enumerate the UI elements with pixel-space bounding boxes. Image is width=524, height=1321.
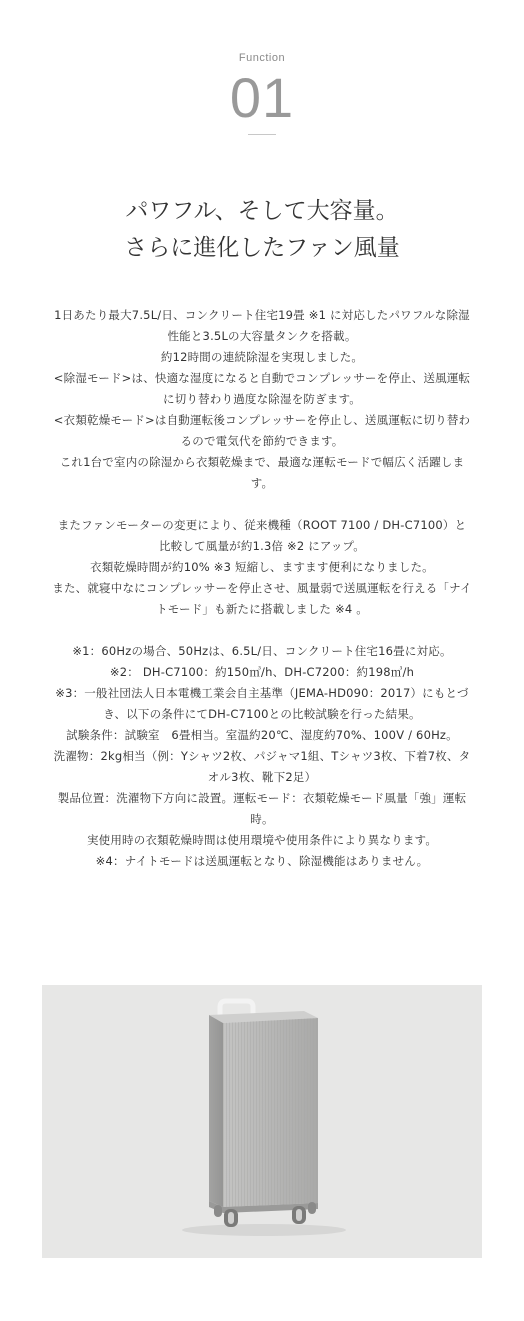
footnote: 洗濯物：2kg相当（例：Yシャツ2枚、パジャマ1組、Tシャツ3枚、下着7枚、タオル3枚、靴下2足） (53, 749, 471, 784)
paragraph: これ1台で室内の除湿から衣類乾燥まで、最適な運転モードで幅広く活躍します。 (59, 455, 465, 490)
footnote: 試験条件：試験室 6畳相当。室温約20℃、湿度約70%、100V / 60Hz。 (66, 728, 458, 742)
paragraph: またファンモーターの変更により、従来機種（ROOT 7100 / DH-C7100）と比較して風量が約1.3倍 ※2 にアップ。 (57, 518, 467, 553)
dehumidifier-illustration (42, 985, 482, 1258)
footnote: 実使用時の衣類乾燥時間は使用環境や使用条件により異なります。 (86, 833, 438, 847)
paragraph: <除湿モード>は、快適な湿度になると自動でコンプレッサーを停止、送風運転に切り替わり過度な除湿を防ぎます。 (53, 371, 471, 406)
paragraph-spacer (52, 494, 472, 515)
paragraph: 1日あたり最大7.5L/日、コンクリート住宅19畳 ※1 に対応したパワフルな除湿性能と3.5Lの大容量タンクを搭載。 (54, 308, 470, 343)
headline-line-2: さらに進化したファン風量 (124, 235, 400, 261)
paragraph: 約12時間の連続除湿を実現しました。 (160, 350, 364, 364)
section-number: 01 (229, 66, 295, 129)
description-text (52, 305, 472, 872)
unit-side (209, 1015, 223, 1207)
footnote: 製品位置：洗濯物下方向に設置。運転モード：衣類乾燥モード風量「強」運転時。 (57, 791, 467, 826)
headline (0, 193, 524, 267)
product-photo (42, 985, 482, 1258)
section-divider (248, 134, 276, 135)
paragraph-spacer (52, 620, 472, 641)
footnote: ※3：一般社団法人日本電機工業会自主基準（JEMA-HD090：2017）にもとづき、以下の条件にてDH-C7100との比較試験を行った結果。 (55, 686, 469, 721)
paragraph: <衣類乾燥モード>は自動運転後コンプレッサーを停止し、送風運転に切り替わるので電気代を節約できます。 (53, 413, 471, 448)
footnote: ※4：ナイトモードは送風運転となり、除湿機能はありません。 (95, 854, 429, 868)
headline-line-1: パワフル、そして大容量。 (125, 198, 399, 224)
unit-front-texture (223, 1018, 318, 1207)
section-label: Function (238, 52, 286, 64)
paragraph: 衣類乾燥時間が約10% ※3 短縮し、ますます便利になりました。 (90, 560, 434, 574)
footnote: ※2： DH-C7100：約150㎥/h、DH-C7200：約198㎥/h (109, 665, 415, 679)
floor-shadow (182, 1224, 346, 1236)
paragraph: また、就寝中なにコンプレッサーを停止させ、風量弱で送風運転を行える「ナイトモード」も新たに搭載しました ※4 。 (52, 581, 472, 616)
footnote: ※1：60Hzの場合、50Hzは、6.5L/日、コンクリート住宅16畳に対応。 (72, 644, 452, 658)
